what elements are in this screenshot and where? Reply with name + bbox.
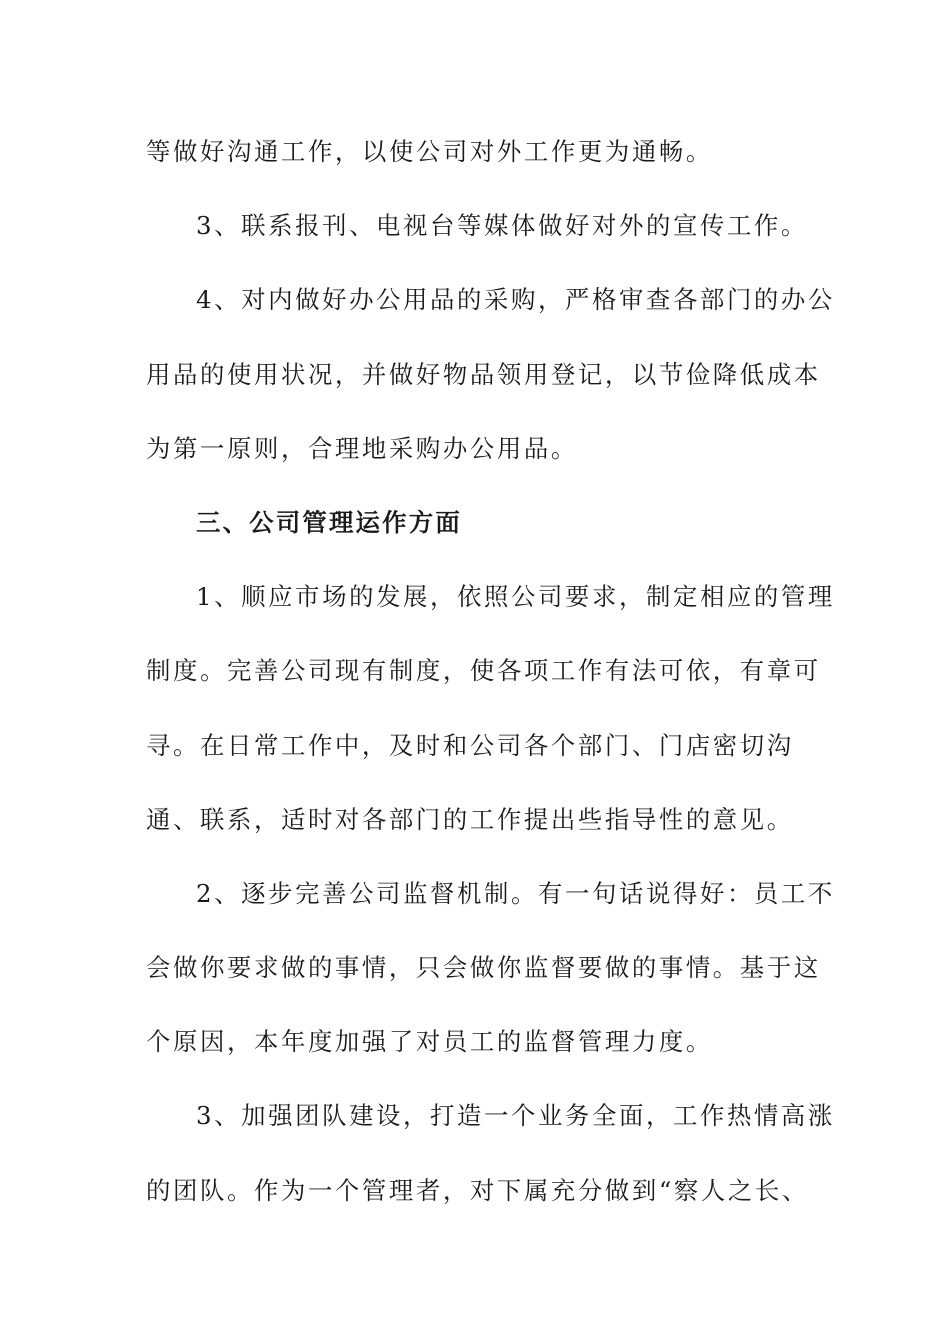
section-heading: 三、公司管理运作方面 (196, 507, 462, 537)
paragraph-line: 会做你要求做的事情，只会做你监督要做的事情。基于这 (146, 953, 821, 983)
paragraph-line: 通、联系，适时对各部门的工作提出些指导性的意见。 (146, 804, 794, 834)
paragraph-line: 1、顺应市场的发展，依照公司要求，制定相应的管理 (196, 582, 835, 612)
paragraph-line: 个原因，本年度加强了对员工的监督管理力度。 (146, 1027, 713, 1057)
paragraph-line: 3、联系报刊、电视台等媒体做好对外的宣传工作。 (196, 211, 808, 241)
paragraph-line: 为第一原则，合理地采购办公用品。 (146, 433, 578, 463)
paragraph-line: 寻。在日常工作中，及时和公司各个部门、门店密切沟 (146, 730, 794, 760)
paragraph-line: 等做好沟通工作，以使公司对外工作更为通畅。 (146, 137, 713, 166)
document-body (146, 130, 835, 1243)
paragraph-line: 4、对内做好办公用品的采购，严格审查各部门的办公 (196, 285, 835, 315)
paragraph-line: 制度。完善公司现有制度，使各项工作有法可依，有章可 (146, 656, 821, 686)
paragraph-line: 的团队。作为一个管理者，对下属充分做到“察人之长、 (146, 1175, 809, 1205)
paragraph-line: 用品的使用状况，并做好物品领用登记，以节俭降低成本 (146, 359, 821, 389)
paragraph-line: 2、逐步完善公司监督机制。有一句话说得好：员工不 (196, 878, 835, 908)
paragraph-line: 3、加强团队建设，打造一个业务全面，工作热情高涨 (196, 1101, 835, 1131)
